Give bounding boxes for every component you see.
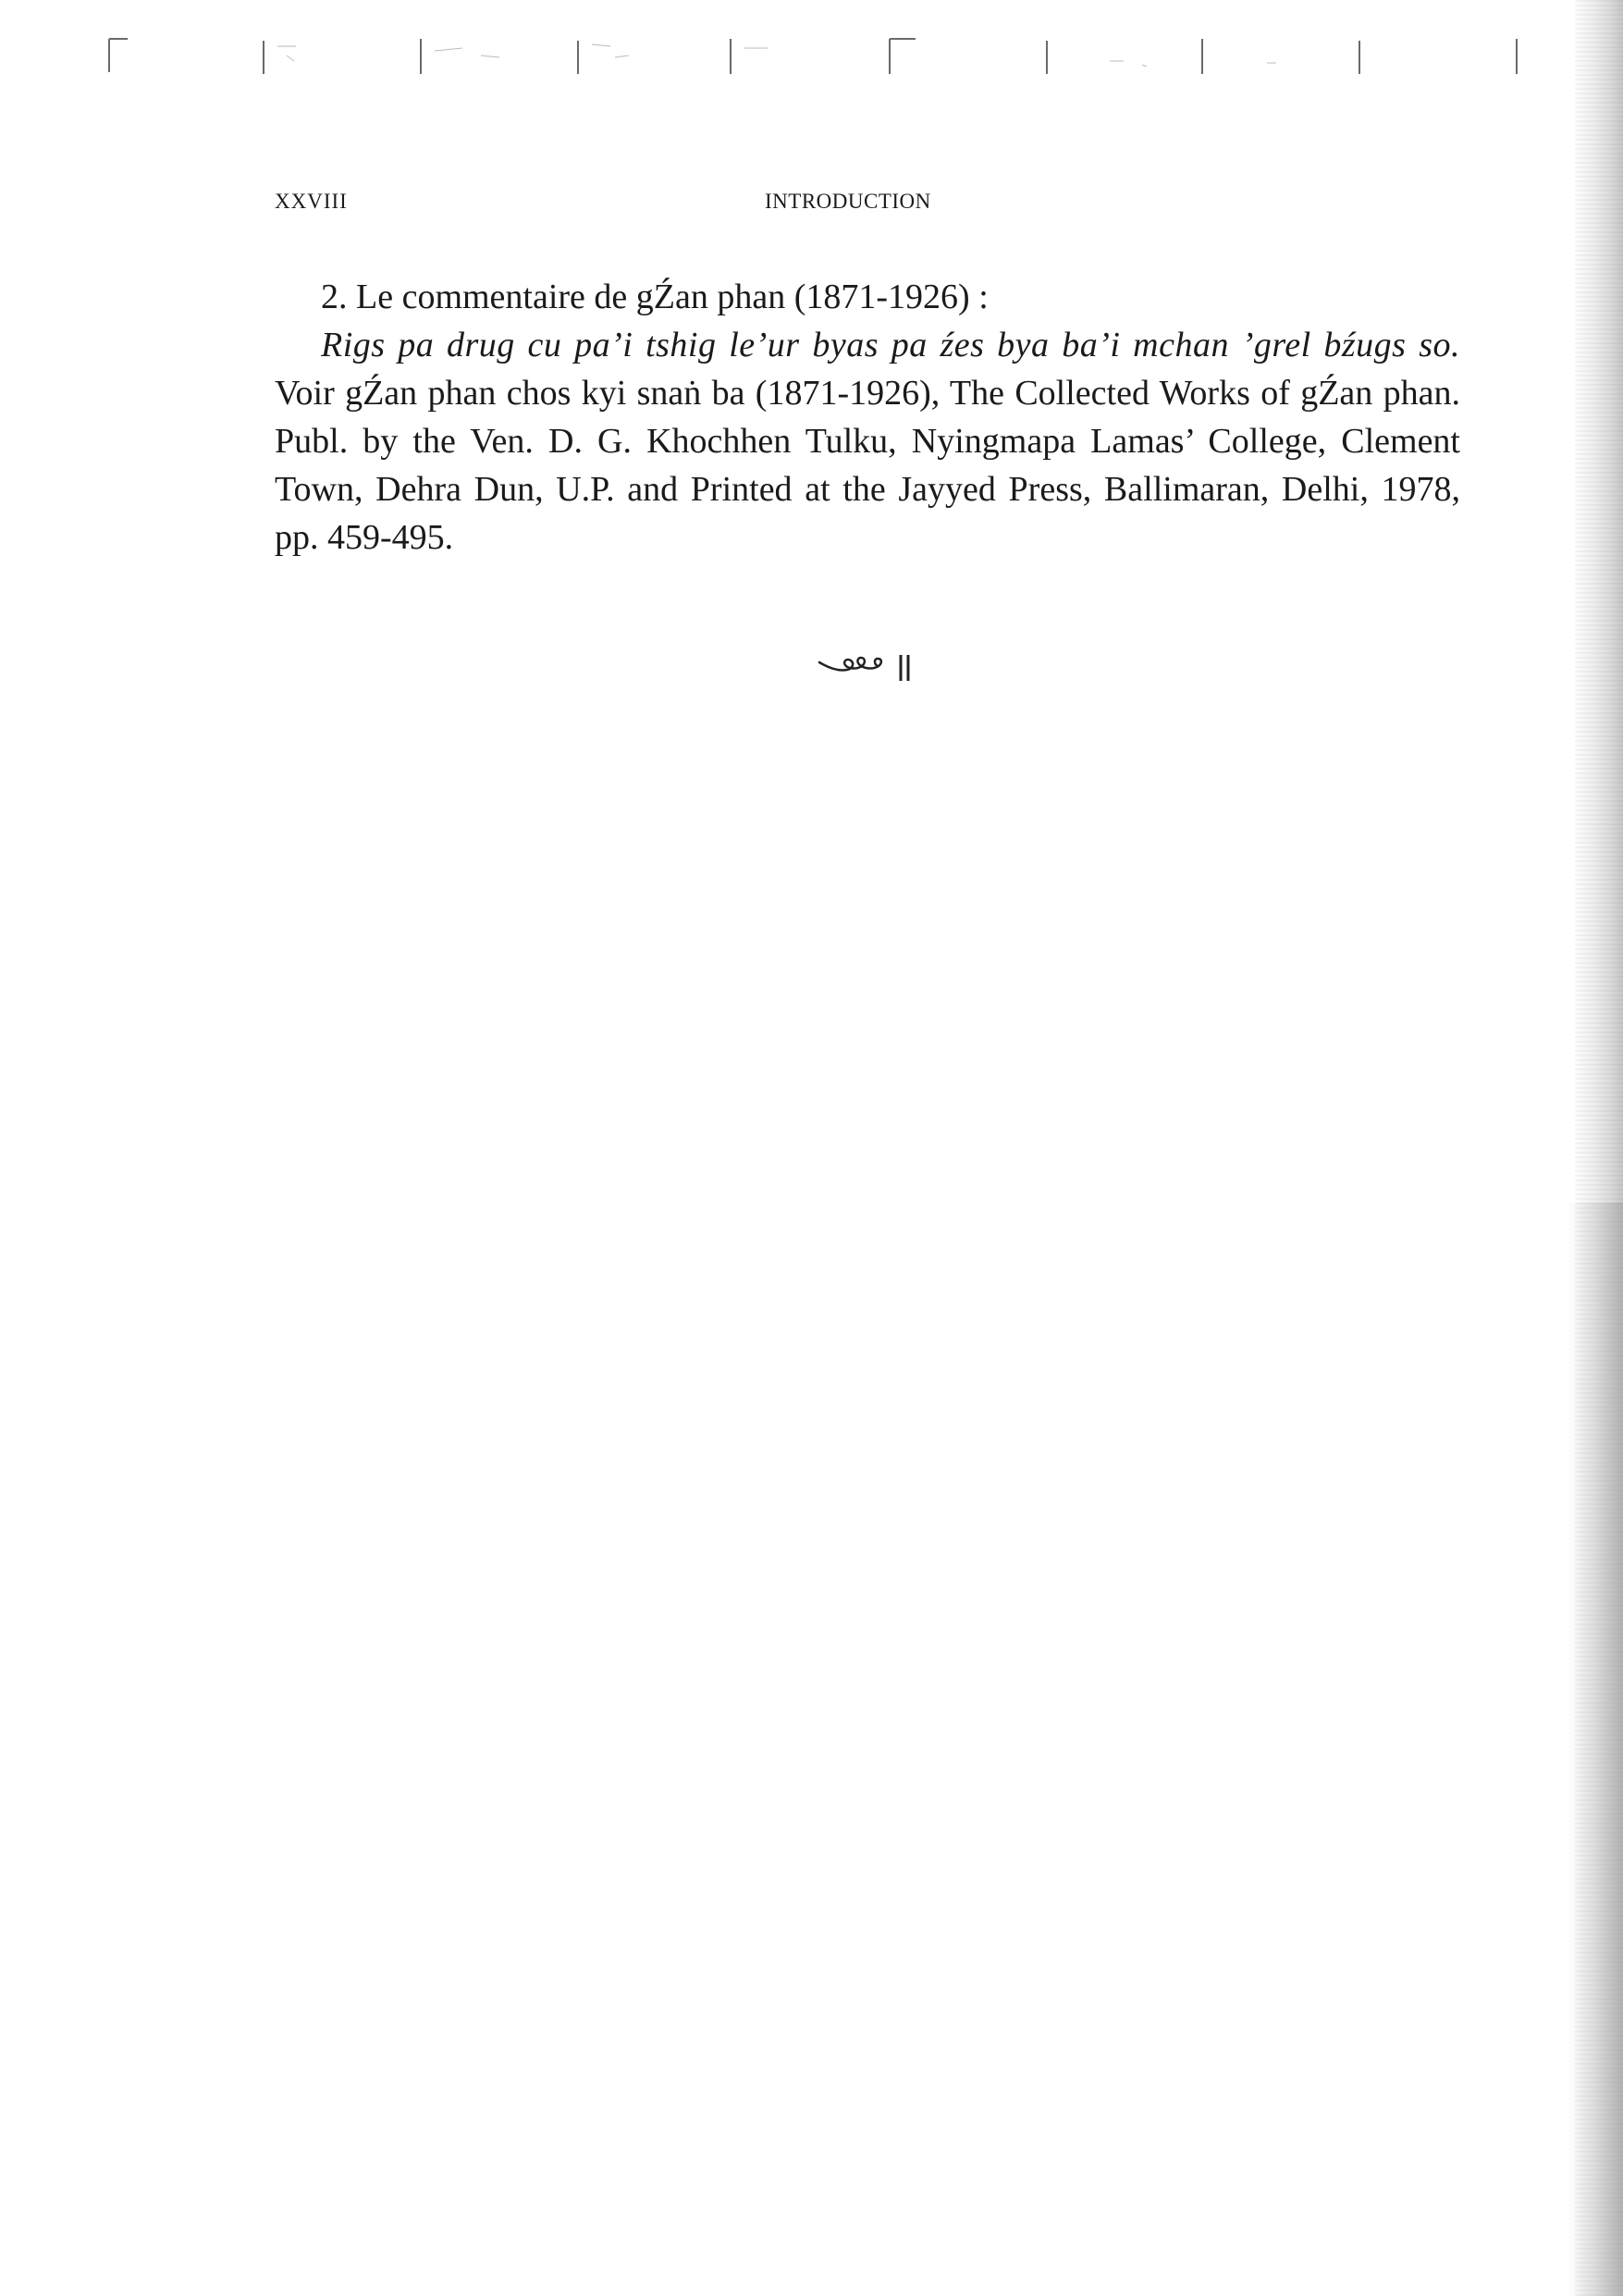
section-end-fleuron-icon xyxy=(816,648,927,685)
entry-body xyxy=(275,321,1460,562)
entry-title-italic: Rigs pa drug cu pa’i tshig le’ur byas pa źes bya ba’i mchan ’grel bźugs so. xyxy=(321,326,1460,364)
entry-heading: 2. Le commentaire de gŹan phan (1871-1926) : xyxy=(321,278,989,316)
running-head-title: INTRODUCTION xyxy=(765,190,931,213)
running-head xyxy=(275,190,1458,227)
scan-edge-shadow-lower xyxy=(1568,1203,1623,2296)
entry-reference: Voir gŹan phan chos kyi snaṅ ba (1871-1926), The Collected Works of gŹan phan. Publ. by the Ven. D. G. Khochhen Tulku, Nyingmapa Lamas’ College, Clement Town, Dehra Dun, U.P. and Printed at the Jayyed Press, Ballimaran, Delhi, 1978, pp. 459-495. xyxy=(275,374,1460,557)
body-text xyxy=(275,273,1460,562)
page-number: XXVIII xyxy=(275,190,348,213)
scan-tick-marks xyxy=(0,0,1623,83)
